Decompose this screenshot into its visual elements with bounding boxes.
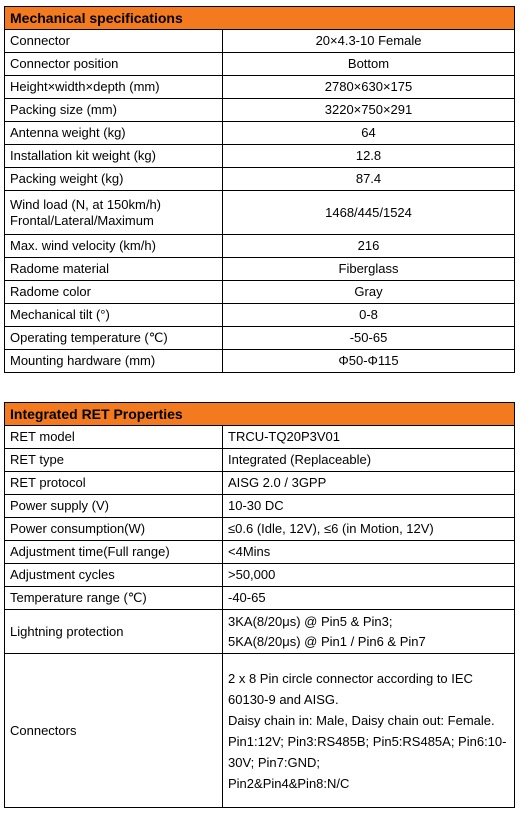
mechanical-specifications-table [4, 6, 515, 373]
table-row [5, 258, 515, 281]
spec-value: Bottom [223, 53, 515, 76]
table-row [5, 541, 515, 564]
spec-label: Max. wind velocity (km/h) [5, 235, 223, 258]
spec-label: Adjustment cycles [5, 564, 223, 587]
spec-value: 87.4 [223, 168, 515, 191]
table-row [5, 122, 515, 145]
spec-label: RET model [5, 426, 223, 449]
spec-label: Temperature range (℃) [5, 587, 223, 610]
table-row [5, 610, 515, 654]
table-row [5, 235, 515, 258]
spec-value: -40-65 [223, 587, 515, 610]
spec-value: 10-30 DC [223, 495, 515, 518]
spec-label: Packing size (mm) [5, 99, 223, 122]
table-row [5, 518, 515, 541]
table-row [5, 145, 515, 168]
spec-value: AISG 2.0 / 3GPP [223, 472, 515, 495]
spec-value: -50-65 [223, 327, 515, 350]
spec-value: 3KA(8/20μs) @ Pin5 & Pin3; 5KA(8/20μs) @ Pin1 / Pin6 & Pin7 [223, 610, 515, 654]
spec-value: Gray [223, 281, 515, 304]
table-row [5, 426, 515, 449]
table-row [5, 53, 515, 76]
table-row [5, 564, 515, 587]
spec-label: Mechanical tilt (°) [5, 304, 223, 327]
spec-label: Height×width×depth (mm) [5, 76, 223, 99]
spec-value: <4Mins [223, 541, 515, 564]
table-row [5, 472, 515, 495]
spec-label: Connector position [5, 53, 223, 76]
section-title: Integrated RET Properties [5, 403, 515, 426]
table-row [5, 327, 515, 350]
section-title: Mechanical specifications [5, 7, 515, 30]
table-row [5, 99, 515, 122]
spec-label: RET protocol [5, 472, 223, 495]
table-row [5, 30, 515, 53]
table-row [5, 654, 515, 808]
spec-label: Operating temperature (℃) [5, 327, 223, 350]
table-row [5, 191, 515, 235]
spec-value: 20×4.3-10 Female [223, 30, 515, 53]
table-row [5, 281, 515, 304]
spec-label: Radome material [5, 258, 223, 281]
spec-value: Φ50-Φ115 [223, 350, 515, 373]
spec-label: Lightning protection [5, 610, 223, 654]
spec-label: Installation kit weight (kg) [5, 145, 223, 168]
spec-label: Packing weight (kg) [5, 168, 223, 191]
spec-value: ≤0.6 (Idle, 12V), ≤6 (in Motion, 12V) [223, 518, 515, 541]
spec-value: 3220×750×291 [223, 99, 515, 122]
spec-value: 0-8 [223, 304, 515, 327]
spec-value: 64 [223, 122, 515, 145]
spec-label: Adjustment time(Full range) [5, 541, 223, 564]
table-header [5, 7, 515, 30]
spec-label: Wind load (N, at 150km/h) Frontal/Lateral/Maximum [5, 191, 223, 235]
table-row [5, 76, 515, 99]
spec-value: Fiberglass [223, 258, 515, 281]
spec-label: Mounting hardware (mm) [5, 350, 223, 373]
spec-label: Power supply (V) [5, 495, 223, 518]
spec-value: TRCU-TQ20P3V01 [223, 426, 515, 449]
table-row [5, 304, 515, 327]
spec-value: Integrated (Replaceable) [223, 449, 515, 472]
spec-value: 1468/445/1524 [223, 191, 515, 235]
table-row [5, 495, 515, 518]
spec-label: RET type [5, 449, 223, 472]
spec-value: 2780×630×175 [223, 76, 515, 99]
spec-label: Radome color [5, 281, 223, 304]
table-row [5, 350, 515, 373]
spec-label: Power consumption(W) [5, 518, 223, 541]
spec-value: 2 x 8 Pin circle connector according to IEC 60130-9 and AISG. Daisy chain in: Male, Daisy chain out: Female. Pin1:12V; Pin3:RS485B; Pin5:RS485A; Pin6:10-30V; Pin7:GND; Pin2&Pin4&Pin8:N/C [223, 654, 515, 808]
integrated-ret-properties-table [4, 402, 515, 808]
table-row [5, 449, 515, 472]
spec-value: 216 [223, 235, 515, 258]
table-row [5, 587, 515, 610]
spec-value: >50,000 [223, 564, 515, 587]
spec-label: Antenna weight (kg) [5, 122, 223, 145]
spec-value: 12.8 [223, 145, 515, 168]
spec-label: Connector [5, 30, 223, 53]
table-row [5, 168, 515, 191]
spec-label: Connectors [5, 654, 223, 808]
table-header [5, 403, 515, 426]
